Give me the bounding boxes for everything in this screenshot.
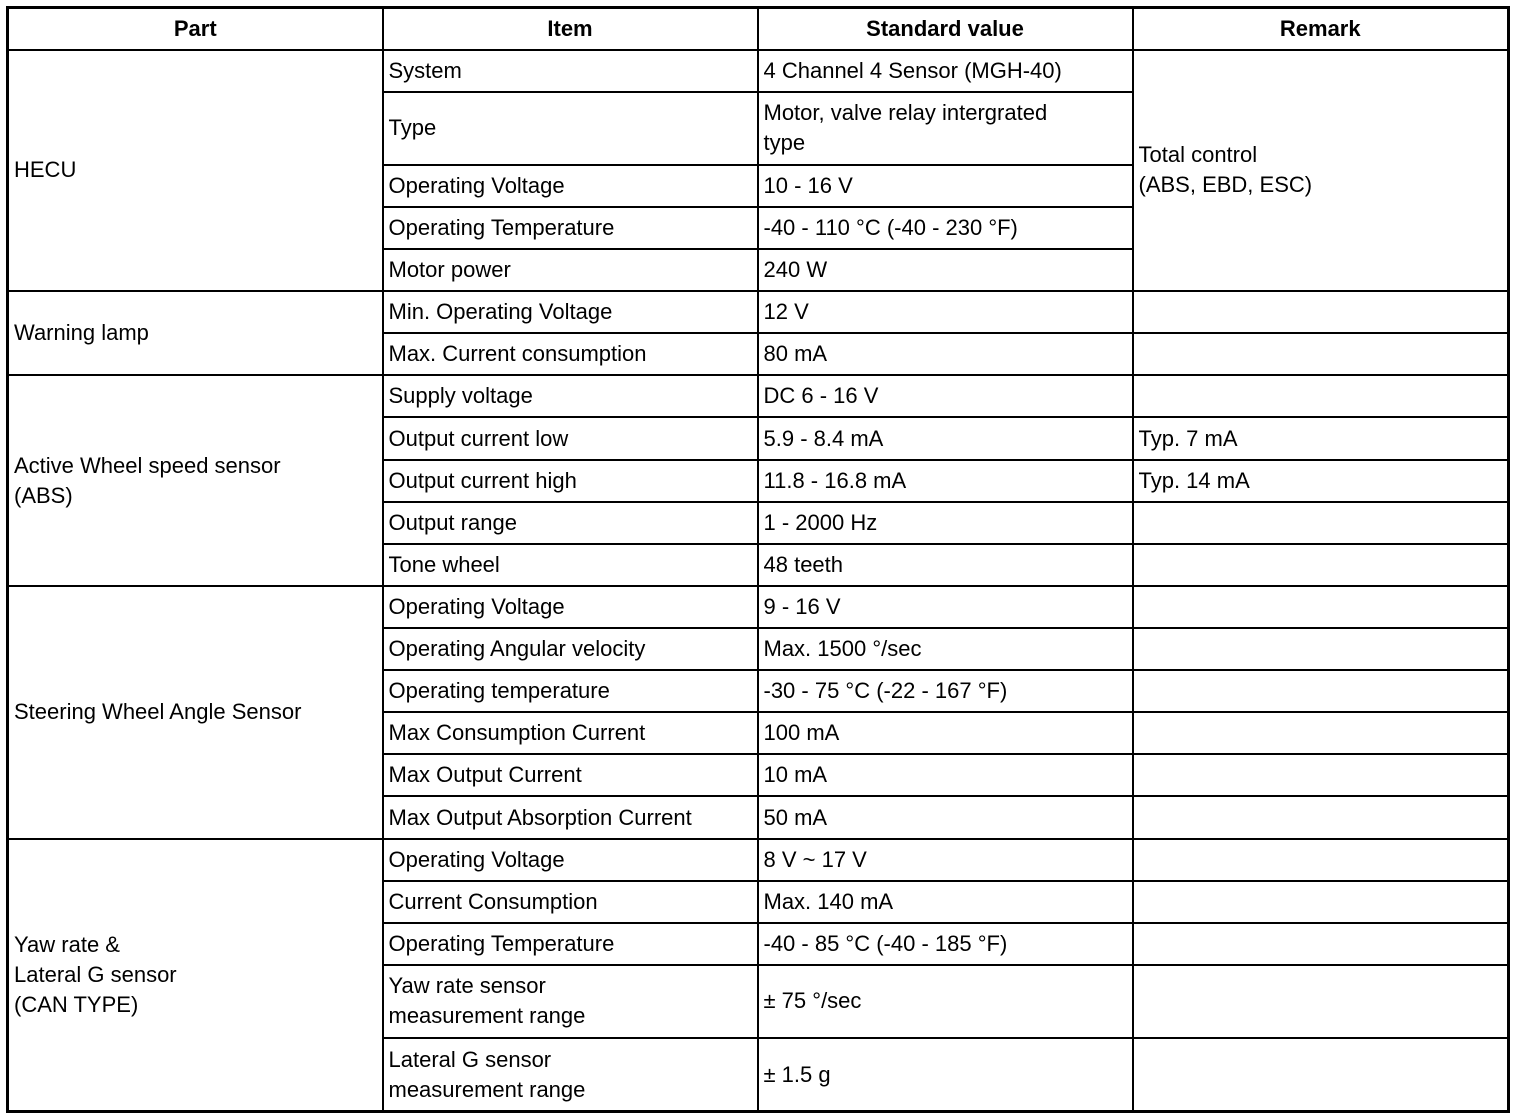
item-cell: Max Output Absorption Current (383, 796, 758, 838)
remark-cell (1133, 923, 1509, 965)
value-cell: 8 V ~ 17 V (758, 839, 1133, 881)
remark-cell (1133, 544, 1509, 586)
spec-table (6, 6, 1510, 1113)
item-cell: Operating Temperature (383, 207, 758, 249)
remark-cell (1133, 881, 1509, 923)
value-cell: Max. 1500 °/sec (758, 628, 1133, 670)
remark-cell: Typ. 7 mA (1133, 417, 1509, 459)
table-row (8, 586, 1509, 628)
item-cell: Operating Voltage (383, 586, 758, 628)
value-cell: 12 V (758, 291, 1133, 333)
remark-cell (1133, 628, 1509, 670)
value-cell: 4 Channel 4 Sensor (MGH-40) (758, 50, 1133, 92)
remark-cell (1133, 375, 1509, 417)
item-cell: Supply voltage (383, 375, 758, 417)
remark-cell (1133, 1038, 1509, 1111)
header-remark: Remark (1133, 8, 1509, 50)
value-cell: 1 - 2000 Hz (758, 502, 1133, 544)
item-cell: Operating Angular velocity (383, 628, 758, 670)
value-cell: Max. 140 mA (758, 881, 1133, 923)
item-cell: Operating temperature (383, 670, 758, 712)
item-cell: Lateral G sensor measurement range (383, 1038, 758, 1111)
item-cell: System (383, 50, 758, 92)
value-cell: -40 - 110 °C (-40 - 230 °F) (758, 207, 1133, 249)
value-cell: Motor, valve relay intergrated type (758, 92, 1133, 165)
item-cell: Type (383, 92, 758, 165)
part-cell: HECU (8, 50, 383, 292)
item-cell: Tone wheel (383, 544, 758, 586)
table-row (8, 50, 1509, 92)
value-cell: DC 6 - 16 V (758, 375, 1133, 417)
remark-cell (1133, 333, 1509, 375)
table-row (8, 291, 1509, 333)
value-cell: -30 - 75 °C (-22 - 167 °F) (758, 670, 1133, 712)
value-cell: ± 1.5 g (758, 1038, 1133, 1111)
part-cell: Warning lamp (8, 291, 383, 375)
value-cell: ± 75 °/sec (758, 965, 1133, 1038)
table-row (8, 375, 1509, 417)
item-cell: Yaw rate sensor measurement range (383, 965, 758, 1038)
value-cell: 10 mA (758, 754, 1133, 796)
part-cell: Active Wheel speed sensor (ABS) (8, 375, 383, 586)
item-cell: Operating Voltage (383, 165, 758, 207)
value-cell: 50 mA (758, 796, 1133, 838)
header-item: Item (383, 8, 758, 50)
remark-cell (1133, 796, 1509, 838)
value-cell: 9 - 16 V (758, 586, 1133, 628)
item-cell: Max Output Current (383, 754, 758, 796)
remark-cell (1133, 291, 1509, 333)
item-cell: Max Consumption Current (383, 712, 758, 754)
item-cell: Operating Temperature (383, 923, 758, 965)
part-cell: Steering Wheel Angle Sensor (8, 586, 383, 839)
value-cell: -40 - 85 °C (-40 - 185 °F) (758, 923, 1133, 965)
remark-cell (1133, 712, 1509, 754)
item-cell: Operating Voltage (383, 839, 758, 881)
item-cell: Output range (383, 502, 758, 544)
item-cell: Motor power (383, 249, 758, 291)
item-cell: Current Consumption (383, 881, 758, 923)
remark-cell (1133, 586, 1509, 628)
remark-cell (1133, 839, 1509, 881)
item-cell: Min. Operating Voltage (383, 291, 758, 333)
header-standard-value: Standard value (758, 8, 1133, 50)
remark-cell: Typ. 14 mA (1133, 460, 1509, 502)
value-cell: 80 mA (758, 333, 1133, 375)
remark-cell (1133, 670, 1509, 712)
header-row (8, 8, 1509, 50)
item-cell: Output current high (383, 460, 758, 502)
remark-cell (1133, 754, 1509, 796)
value-cell: 100 mA (758, 712, 1133, 754)
item-cell: Output current low (383, 417, 758, 459)
part-cell: Yaw rate & Lateral G sensor (CAN TYPE) (8, 839, 383, 1112)
header-part: Part (8, 8, 383, 50)
remark-cell (1133, 965, 1509, 1038)
remark-cell: Total control (ABS, EBD, ESC) (1133, 50, 1509, 292)
item-cell: Max. Current consumption (383, 333, 758, 375)
value-cell: 10 - 16 V (758, 165, 1133, 207)
value-cell: 240 W (758, 249, 1133, 291)
value-cell: 48 teeth (758, 544, 1133, 586)
table-row (8, 839, 1509, 881)
value-cell: 5.9 - 8.4 mA (758, 417, 1133, 459)
remark-cell (1133, 502, 1509, 544)
value-cell: 11.8 - 16.8 mA (758, 460, 1133, 502)
